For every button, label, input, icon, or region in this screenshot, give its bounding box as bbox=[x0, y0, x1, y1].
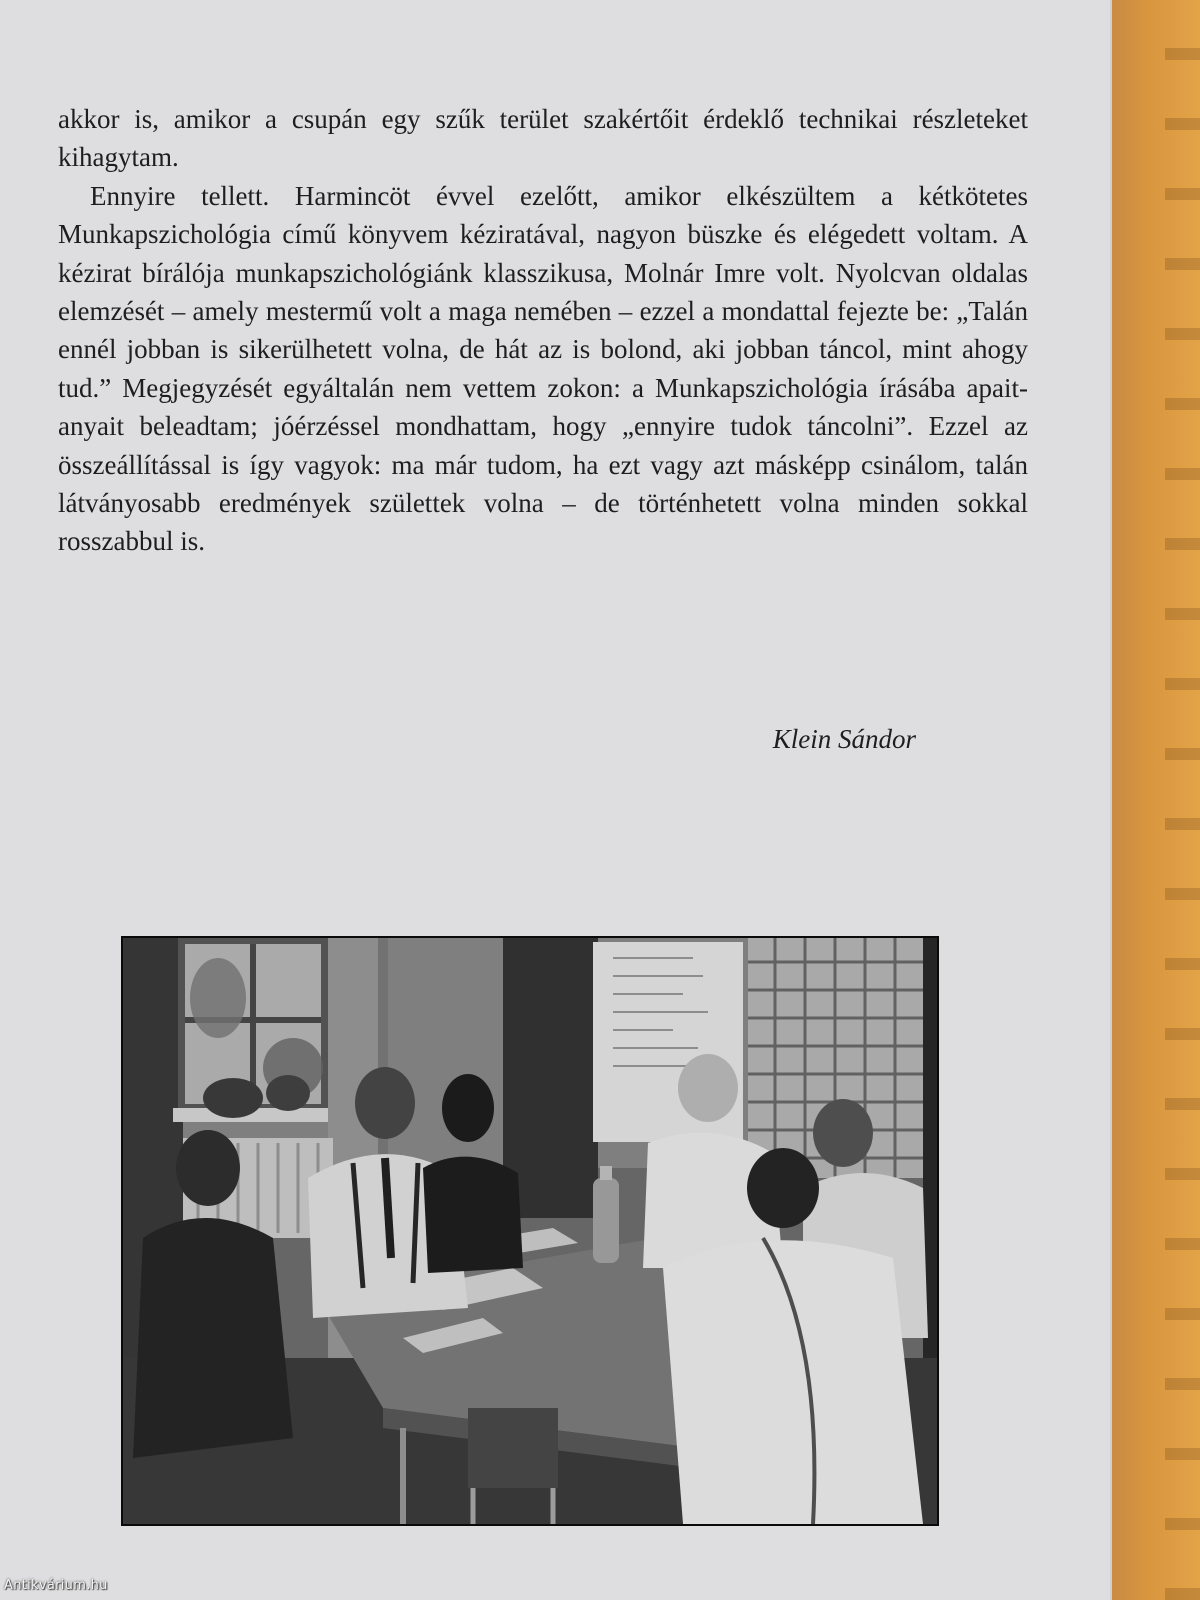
meeting-photo-illustration bbox=[123, 938, 937, 1524]
body-text bbox=[58, 100, 1028, 561]
author-signature: Klein Sándor bbox=[772, 724, 916, 754]
watermark-text: Antikvárium.hu bbox=[4, 1578, 108, 1593]
paragraph-1: akkor is, amikor a csupán egy szűk terület szakértőit érdeklő technikai részleteket kihagytam. bbox=[58, 104, 1028, 173]
book-edge-texture bbox=[1165, 0, 1200, 1600]
meeting-photo bbox=[121, 936, 939, 1526]
paragraph-2: Ennyire tellett. Harmincöt évvel ezelőtt, amikor elkészültem a kétkötetes Munkapszichológia című könyvem kéziratával, nagyon büszke és elégedett voltam. A kézirat bírálója munkapszichológiánk klasszikusa, Molnár Imre volt. Nyolcvan oldalas elemzését – amely mestermű volt a maga nemében – ezzel a mondattal fejezte be: „Talán ennél jobban is sikerülhetett volna, de hát az is bolond, aki jobban táncol, mint ahogy tud.” Megjegyzését egyáltalán nem vettem zokon: a Munkapszichológia írásába apait-anyait beleadtam; jóérzéssel mondhattam, hogy „ennyire tudok táncolni”. Ezzel az összeállítással is így vagyok: ma már tudom, ha ezt vagy azt másképp csinálom, talán látványosabb eredmények születtek volna – de történhetett volna minden sokkal rosszabbul is. bbox=[58, 180, 1028, 557]
